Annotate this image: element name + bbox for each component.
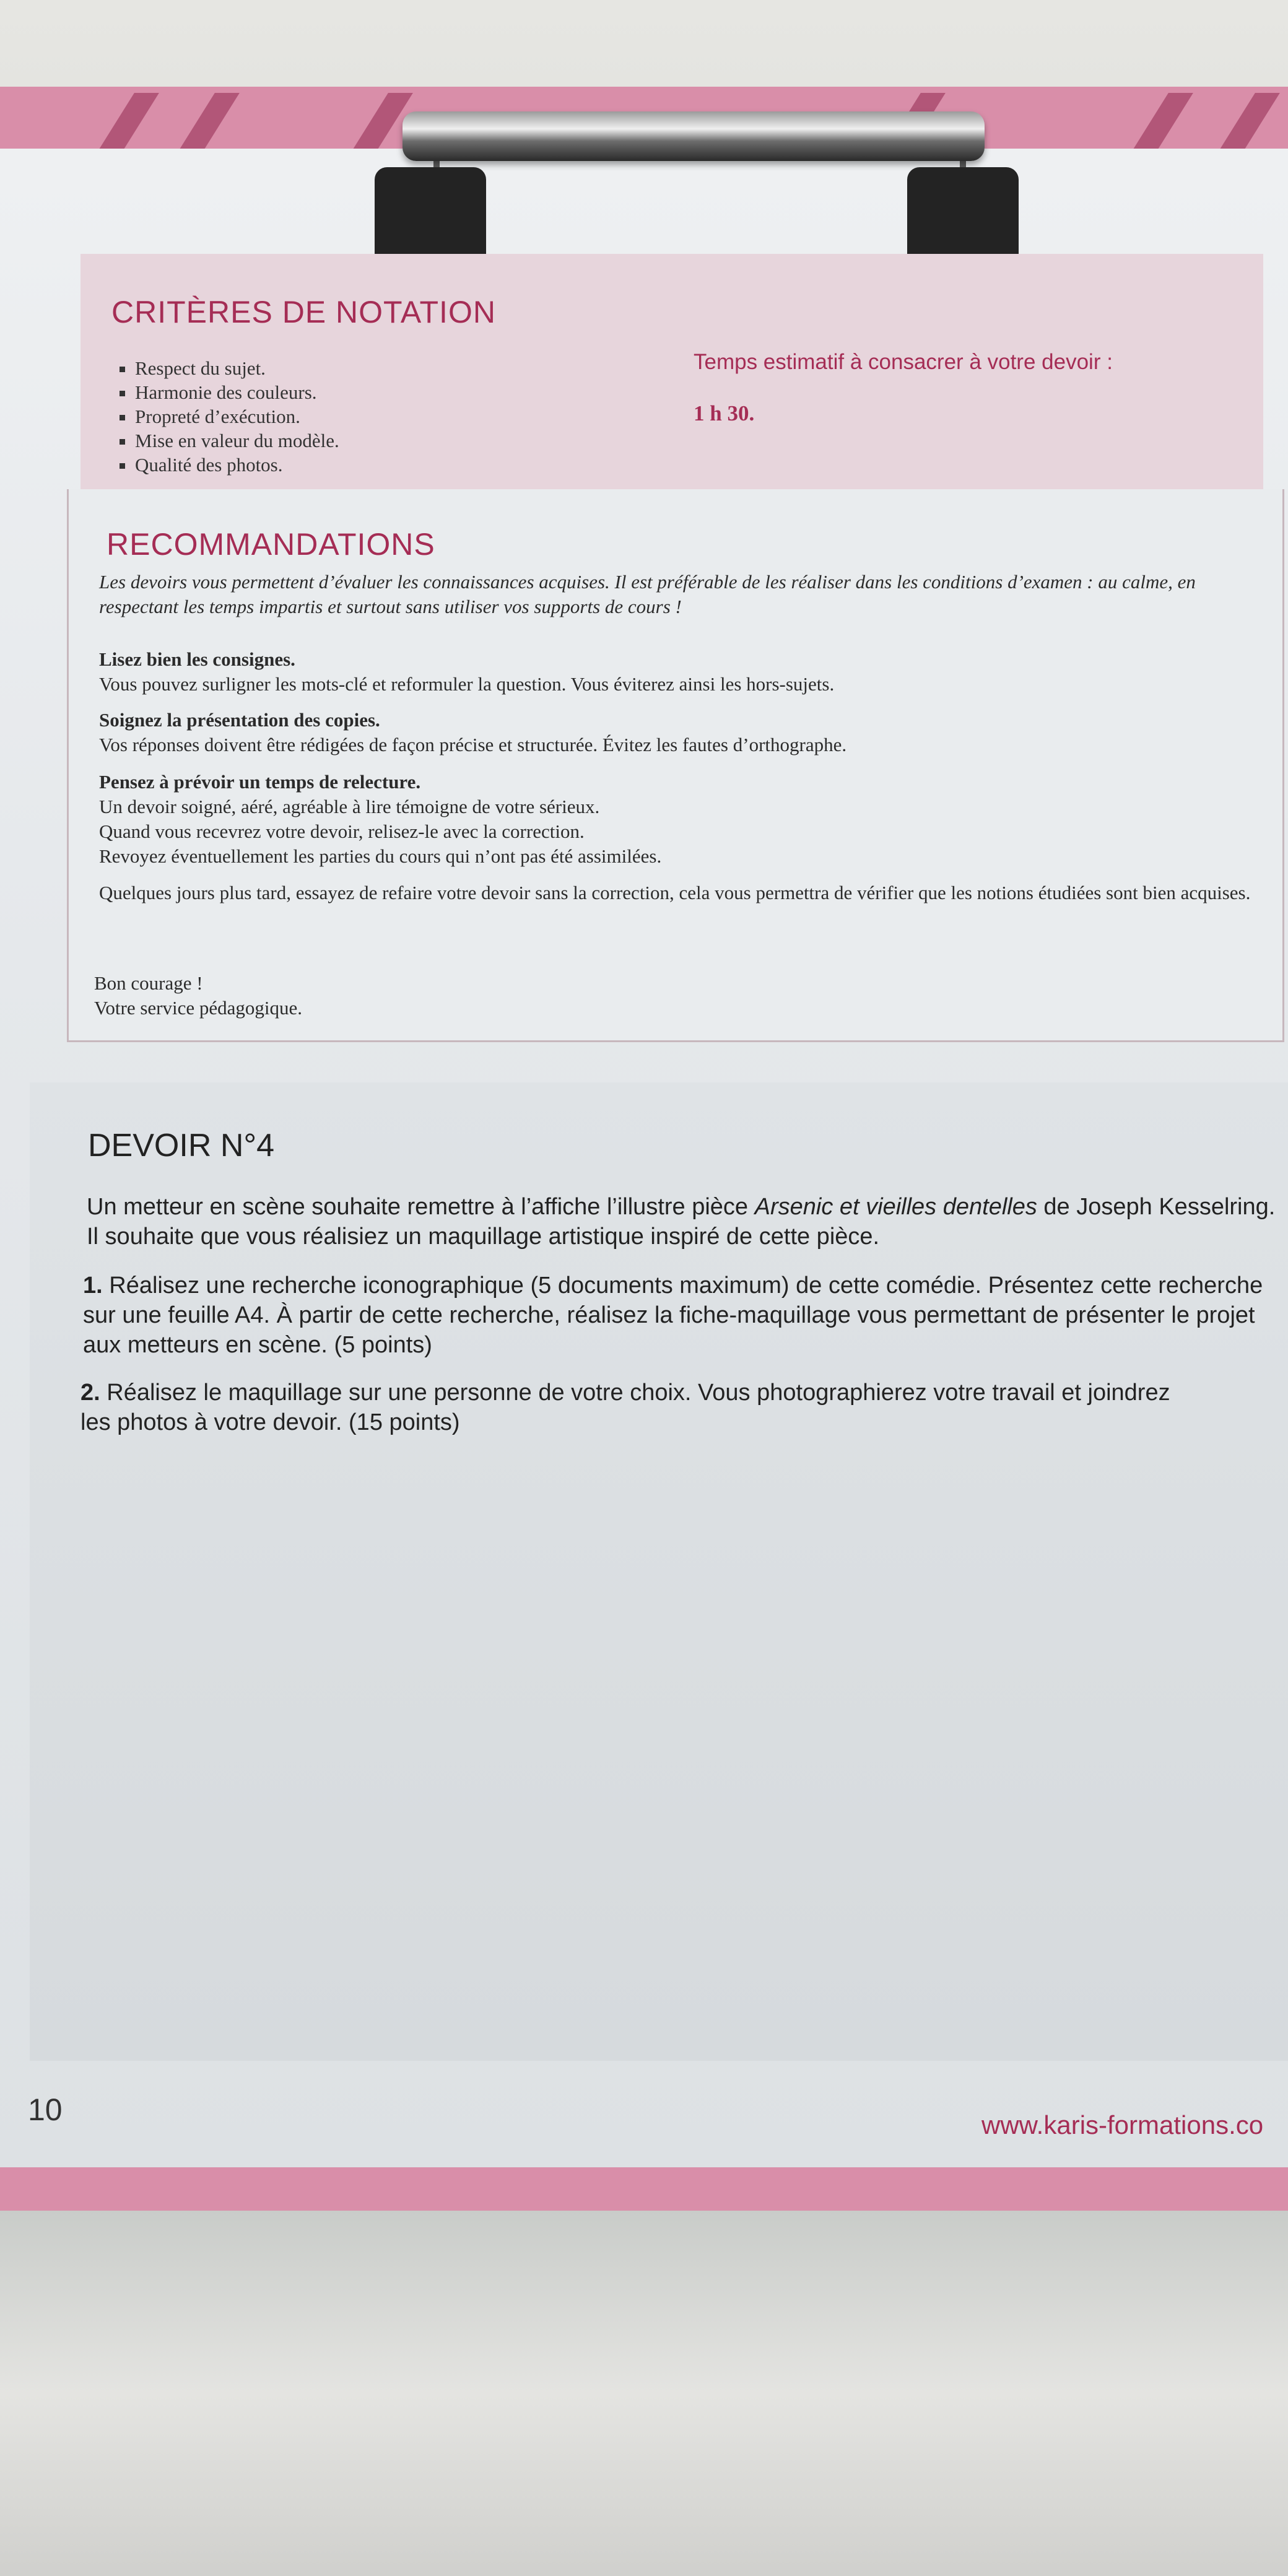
question-number: 1. xyxy=(83,1273,103,1299)
instruction-title: Pensez à prévoir un temps de relecture. xyxy=(99,771,421,793)
intro-text: de Joseph Kesselring. Il souhaite que vous réalisiez un maquillage artistique inspiré de cette pièce. xyxy=(87,1194,1276,1250)
question-number: 2. xyxy=(80,1380,100,1406)
instruction-text: Vos réponses doivent être rédigées de façon précise et structurée. Évitez les fautes d’orthographe. xyxy=(99,734,847,755)
recommendations-intro: Les devoirs vous permettent d’évaluer les connaissances acquises. Il est préférable de les réaliser dans les conditions d’examen : au calme, en respectant les temps impartis et surtout sans utiliser vos supports de cours ! xyxy=(99,571,1196,617)
intro-text: Un metteur en scène souhaite remettre à l’affiche l’illustre pièce xyxy=(87,1194,755,1220)
list-item: ▪ Respect du sujet. xyxy=(135,356,339,380)
signoff xyxy=(94,971,1246,1020)
instruction-title: Soignez la présentation des copies. xyxy=(99,709,380,731)
criteria-list xyxy=(110,356,339,477)
question-text: Réalisez une recherche iconographique (5 documents maximum) de cette comédie. Présentez cette recherche sur une feuille A4. À partir de cette recherche, réalisez la fiche-maquillage vous permettant de présenter le projet aux metteurs en scène. (5 points) xyxy=(83,1273,1263,1358)
list-item: ▪ Qualité des photos. xyxy=(135,453,339,477)
binder-clip xyxy=(402,111,985,161)
question-text: Réalisez le maquillage sur une personne de votre choix. Vous photographierez votre travail et joindrez les photos à votre devoir. (15 points) xyxy=(80,1380,1170,1435)
assignment-intro xyxy=(87,1192,1276,1251)
criteria-title: CRITÈRES DE NOTATION xyxy=(111,295,496,329)
instruction-text: Un devoir soigné, aéré, agréable à lire témoigne de votre sérieux. xyxy=(99,796,600,817)
closing-text: Quelques jours plus tard, essayez de refaire votre devoir sans la correction, cela vous permettra de vérifier que les notions étudiées sont bien acquises. xyxy=(99,882,1251,903)
play-title: Arsenic et vieilles dentelles xyxy=(754,1194,1037,1220)
instruction-block-2 xyxy=(99,708,1251,757)
time-value: 1 h 30. xyxy=(694,401,755,425)
page-number: 10 xyxy=(28,2092,63,2127)
instruction-text: Quand vous recevrez votre devoir, relisez-le avec la correction. xyxy=(99,820,585,842)
list-item: ▪ Mise en valeur du modèle. xyxy=(135,429,339,453)
instruction-block-3 xyxy=(99,770,1251,869)
instruction-text: Revoyez éventuellement les parties du cours qui n’ont pas été assimilées. xyxy=(99,845,662,867)
time-label: Temps estimatif à consacrer à votre devoir : xyxy=(694,350,1113,374)
instruction-title: Lisez bien les consignes. xyxy=(99,648,295,670)
assignment-title: DEVOIR N°4 xyxy=(88,1128,275,1164)
recommendations-title: RECOMMANDATIONS xyxy=(107,527,435,562)
instruction-block-1 xyxy=(99,647,1251,697)
question-2 xyxy=(80,1378,1183,1437)
list-item: ▪ Propreté d’exécution. xyxy=(135,404,339,429)
question-1 xyxy=(83,1271,1272,1360)
signoff-line: Votre service pédagogique. xyxy=(94,997,303,1019)
background-cloth-bottom xyxy=(0,2211,1288,2576)
signoff-line: Bon courage ! xyxy=(94,972,203,994)
website-url: www.karis-formations.co xyxy=(981,2110,1264,2139)
list-item: ▪ Harmonie des couleurs. xyxy=(135,380,339,404)
instruction-text: Vous pouvez surligner les mots-clé et reformuler la question. Vous éviterez ainsi les hors-sujets. xyxy=(99,673,835,695)
